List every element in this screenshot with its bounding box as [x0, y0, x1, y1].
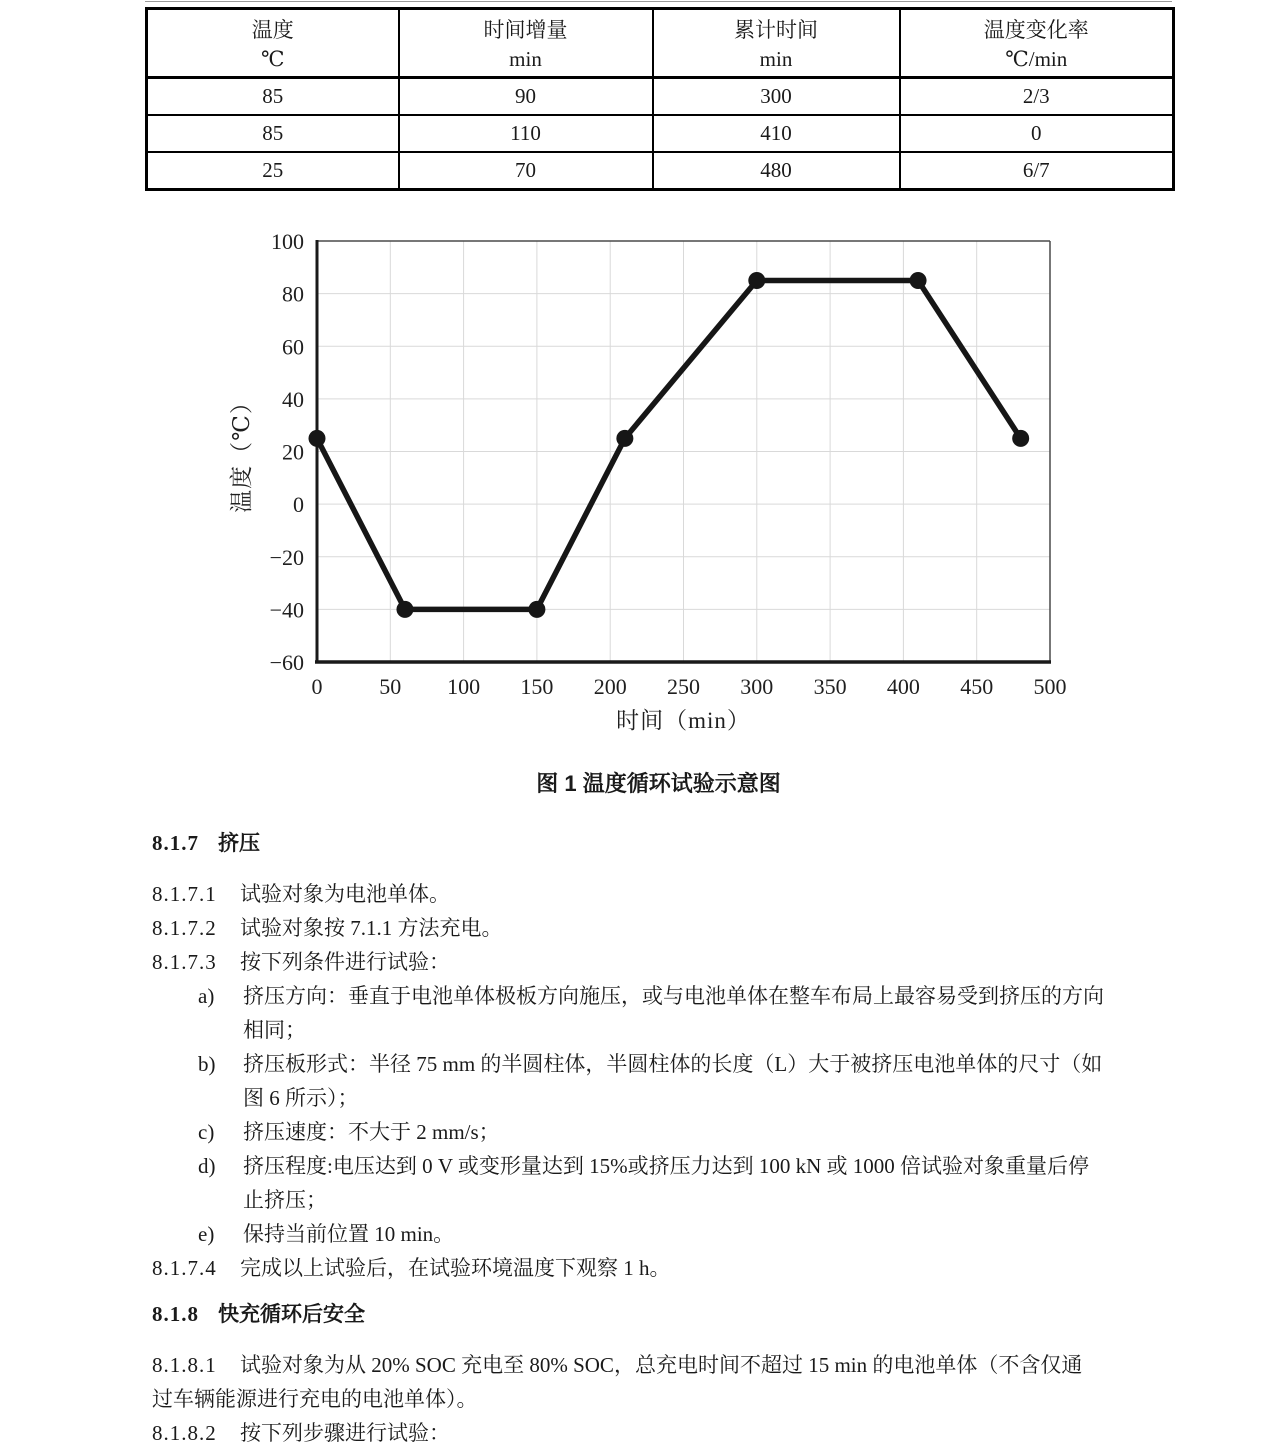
col-name: 时间增量 [483, 18, 568, 42]
list-line: 挤压速度：不大于 2 mm/s； [243, 1120, 500, 1144]
table-row [147, 78, 1174, 116]
list-marker: a) [198, 984, 215, 1008]
clause-number: 8.1.8 [152, 1302, 199, 1326]
clause-number: 8.1.8.1 [152, 1353, 217, 1377]
table-cell: 85 [147, 78, 399, 116]
list-line: 挤压程度:电压达到 0 V 或变形量达到 15%或挤压力达到 100 kN 或 1000 倍试验对象重量后停 [243, 1154, 1090, 1178]
list-marker: c) [198, 1120, 215, 1144]
svg-text:20: 20 [282, 439, 304, 465]
svg-text:300: 300 [740, 674, 774, 699]
table-cell: 480 [653, 152, 900, 190]
clause-number: 8.1.8.2 [152, 1421, 217, 1444]
table-header-row [147, 9, 1174, 78]
temperature-cycle-table [145, 7, 1175, 191]
col-name: 温度变化率 [983, 18, 1089, 42]
col-name: 温度 [251, 18, 294, 42]
svg-text:150: 150 [520, 674, 554, 699]
col-unit: ℃/min [1005, 47, 1068, 71]
svg-text:温度（℃）: 温度（℃） [229, 390, 254, 513]
list-marker: b) [198, 1052, 216, 1076]
list-item-a [152, 979, 1164, 1047]
list-line: 保持当前位置 10 min。 [243, 1222, 455, 1246]
col-unit: ℃ [261, 47, 285, 71]
list-item-e [152, 1217, 1164, 1251]
list-line: 图 6 所示）； [243, 1086, 359, 1110]
body-text [152, 826, 1164, 1444]
svg-text:100: 100 [271, 229, 304, 254]
clause-8-1-8-1 [152, 1348, 1164, 1416]
list-item-b [152, 1047, 1164, 1115]
svg-text:−20: −20 [269, 544, 304, 570]
svg-text:−60: −60 [269, 650, 304, 675]
page-top-rule [145, 1, 1172, 2]
svg-text:450: 450 [960, 674, 994, 699]
list-marker: d) [198, 1154, 216, 1178]
list-item-c [152, 1115, 1164, 1149]
clause-number: 8.1.7.3 [152, 950, 217, 974]
clause-text: 试验对象按 7.1.1 方法充电。 [240, 916, 503, 940]
table-cell: 2/3 [900, 78, 1174, 116]
clause-8-1-7-2 [152, 911, 1164, 945]
clause-title: 快充循环后安全 [218, 1303, 365, 1326]
clause-8-1-7-1 [152, 877, 1164, 911]
table-cell: 70 [399, 152, 653, 190]
table-cell: 410 [653, 115, 900, 152]
table-row [147, 152, 1174, 190]
table-cell: 90 [399, 78, 653, 116]
svg-text:−40: −40 [269, 597, 304, 623]
clause-text: 按下列步骤进行试验： [240, 1421, 450, 1444]
table-row [147, 115, 1174, 152]
col-header-temp-change-rate [900, 9, 1174, 78]
svg-text:时间（min）: 时间（min） [616, 708, 751, 733]
svg-text:400: 400 [886, 674, 920, 699]
table-cell: 300 [653, 78, 900, 116]
table-cell: 25 [147, 152, 399, 190]
list-item-d [152, 1149, 1164, 1217]
svg-text:500: 500 [1033, 674, 1067, 699]
svg-text:350: 350 [813, 674, 847, 699]
table-cell: 85 [147, 115, 399, 152]
svg-text:0: 0 [311, 674, 323, 699]
clause-8-1-8-2 [152, 1416, 1164, 1444]
table-cell: 0 [900, 115, 1174, 152]
col-unit: min [759, 47, 793, 71]
list-line: 止挤压； [243, 1188, 327, 1212]
clause-text: 试验对象为电池单体。 [240, 882, 450, 906]
figure-caption: 图 1 温度循环试验示意图 [536, 771, 781, 796]
clause-title: 挤压 [218, 832, 260, 855]
list-line: 挤压板形式：半径 75 mm 的半圆柱体，半圆柱体的长度（L）大于被挤压电池单体的尺寸（如 [243, 1052, 1103, 1076]
svg-text:200: 200 [593, 674, 627, 699]
svg-text:50: 50 [379, 674, 402, 699]
clause-number: 8.1.7.4 [152, 1256, 217, 1280]
svg-text:60: 60 [282, 334, 304, 360]
clause-8-1-7-4 [152, 1251, 1164, 1285]
temperature-cycle-chart [170, 228, 1090, 748]
table-cell: 110 [399, 115, 653, 152]
col-header-time-increment [399, 9, 653, 78]
col-header-temperature [147, 9, 399, 78]
list-line: 相同； [243, 1018, 306, 1042]
list-line: 挤压方向：垂直于电池单体极板方向施压，或与电池单体在整车布局上最容易受到挤压的方向 [243, 984, 1104, 1008]
col-name: 累计时间 [734, 18, 818, 42]
col-unit: min [509, 47, 542, 71]
clause-8-1-7-3 [152, 945, 1164, 979]
table-cell: 6/7 [900, 152, 1174, 190]
clause-number: 8.1.7 [152, 831, 199, 855]
svg-text:0: 0 [293, 492, 304, 518]
heading-8-1-7 [152, 826, 1164, 861]
svg-text:250: 250 [667, 674, 700, 699]
clause-text: 试验对象为从 20% SOC 充电至 80% SOC，总充电时间不超过 15 min 的电池单体（不含仅通 [240, 1353, 1083, 1377]
svg-text:40: 40 [282, 386, 304, 412]
clause-line: 过车辆能源进行充电的电池单体）。 [152, 1387, 478, 1411]
heading-8-1-8 [152, 1297, 1164, 1332]
clause-line [152, 1348, 1164, 1382]
col-header-cumulative-time [653, 9, 900, 78]
list-marker: e) [198, 1222, 215, 1246]
clause-text: 完成以上试验后，在试验环境温度下观察 1 h。 [240, 1256, 671, 1280]
clause-text: 按下列条件进行试验： [240, 950, 450, 974]
svg-text:80: 80 [282, 281, 304, 307]
clause-number: 8.1.7.2 [152, 916, 217, 940]
svg-text:100: 100 [447, 674, 481, 699]
clause-number: 8.1.7.1 [152, 882, 217, 906]
